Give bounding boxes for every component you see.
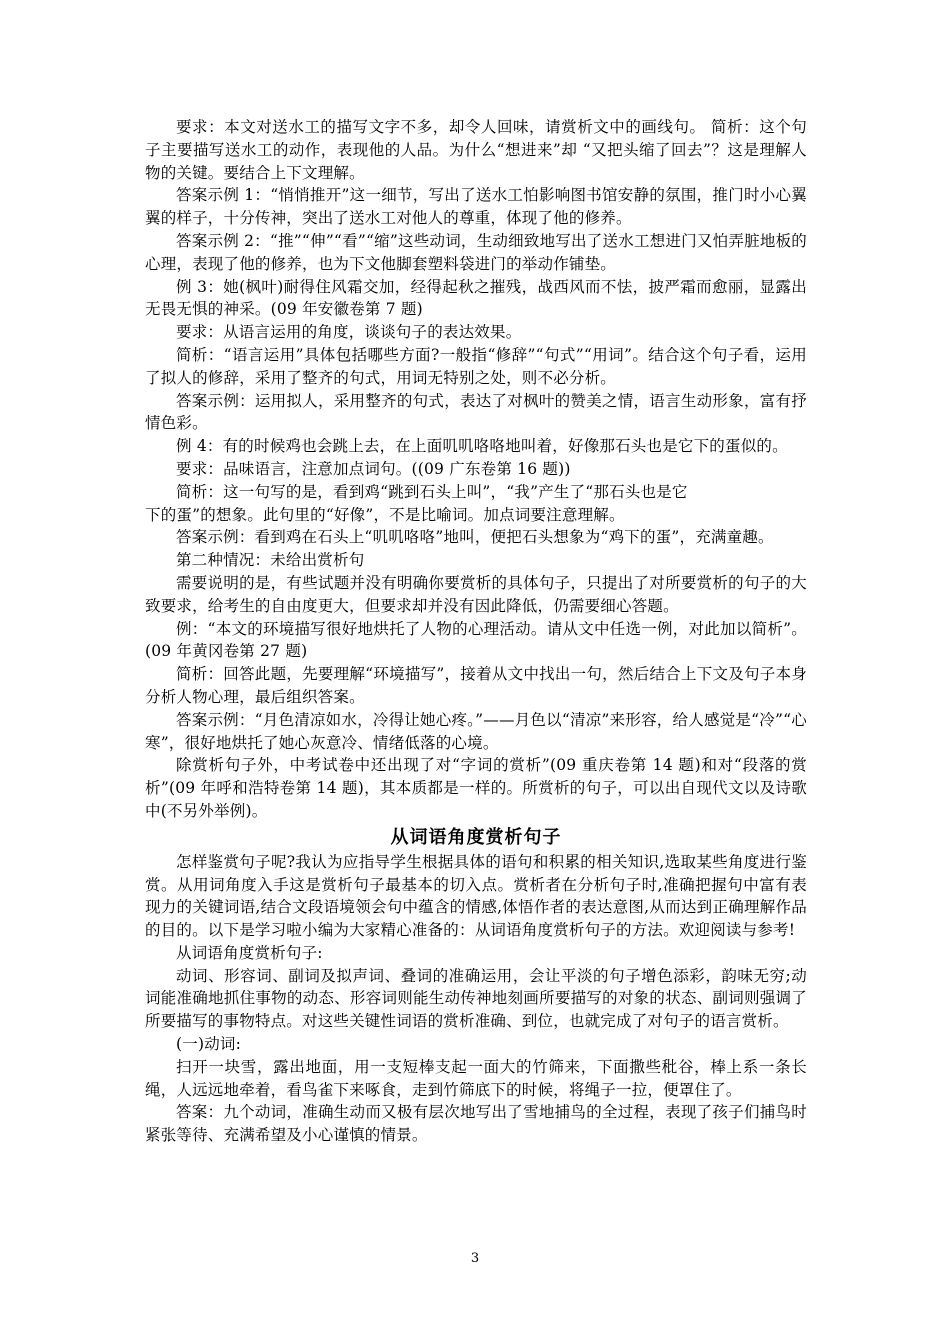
paragraph: 简析：“语言运用”具体包括哪些方面?一般指“修辞”“句式”“用词”。结合这个句子看，运用了拟人的修辞，采用了整齐的句式，用词无特别之处，则不必分析。 xyxy=(145,345,807,387)
paragraph-continuation: 下的蛋”的想象。此句里的“好像”，不是比喻词。加点词要注意理解。 xyxy=(145,505,625,524)
paragraph: 要求：从语言运用的角度，谈谈句子的表达效果。 xyxy=(176,323,522,342)
paragraph: 除赏析句子外，中考试卷中还出现了对“字词的赏析”(09 重庆卷第 14 题)和对“段落的赏析”(09 年呼和浩特卷第 14 题)，其本质都是一样的。所赏析的句子，可以出自现代文以及诗歌中(不另外举例)。 xyxy=(145,756,807,820)
paragraph: 从词语角度赏析句子: xyxy=(176,943,323,962)
paragraph: 答案示例 2：“推”“伸”“看”“缩”这些动词，生动细致地写出了送水工想进门又怕弄脏地板的心理，表现了他的修养，也为下文他脚套塑料袋进门的举动作铺垫。 xyxy=(145,231,807,273)
paragraph: 答案示例：运用拟人，采用整齐的句式，表达了对枫叶的赞美之情，语言生动形象，富有抒情色彩。 xyxy=(145,391,807,433)
paragraph: 答案示例：“月色清凉如水，冷得让她心疼。”——月色以“清凉”来形容，给人感觉是“冷”“心寒”，很好地烘托了她心灰意冷、情绪低落的心境。 xyxy=(145,710,807,752)
paragraph: 要求：品味语言，注意加点词句。((09 广东卷第 16 题)) xyxy=(176,459,571,478)
paragraph: 需要说明的是，有些试题并没有明确你要赏析的具体句子，只提出了对所要赏析的句子的大致要求，给考生的自由度更大，但要求却并没有因此降低，仍需要细心答题。 xyxy=(145,573,807,615)
paragraph: (一)动词: xyxy=(176,1035,242,1054)
paragraph: 答案示例：看到鸡在石头上“叽叽咯咯”地叫，便把石头想象为“鸡下的蛋”，充满童趣。 xyxy=(176,528,774,547)
page-number: 3 xyxy=(470,1251,480,1266)
paragraph: 扫开一块雪，露出地面，用一支短棒支起一面大的竹筛来，下面撒些秕谷，棒上系一条长绳，人远远地牵着，看鸟雀下来啄食，走到竹筛底下的时候，将绳子一拉，便罩住了。 xyxy=(145,1057,807,1099)
paragraph: 例 3：她(枫叶)耐得住风霜交加，经得起秋之摧残，战西风而不怯，披严霜而愈丽，显露出无畏无惧的神采。(09 年安徽卷第 7 题) xyxy=(145,277,807,319)
paragraph: 简析：这一句写的是，看到鸡“跳到石头上叫”，“我”产生了“那石头也是它 xyxy=(176,482,688,501)
paragraph: 要求：本文对送水工的描写文字不多，却令人回味，请赏析文中的画线句。 简析：这个句子主要描写送水工的动作，表现他的人品。为什么“想进来”却 “又把头缩了回去”？这是理解人物的关键。要结合上下文理解。 xyxy=(145,118,807,182)
paragraph: 怎样鉴赏句子呢?我认为应指导学生根据具体的语句和积累的相关知识,选取某些角度进行鉴赏。从用词角度入手这是赏析句子最基本的切入点。赏析者在分析句子时,准确把握句中富有表现力的关键词语,结合文段语境领会句中蕴含的情感,体悟作者的表达意图,从而达到正确理解作品的目的。以下是学习啦小编为大家精心准备的：从词语角度赏析句子的方法。欢迎阅读与参考! xyxy=(145,852,807,940)
paragraph: 动词、形容词、副词及拟声词、叠词的准确运用，会让平淡的句子增色添彩，韵味无穷;动词能准确地抓住事物的动态、形容词则能生动传神地刻画所要描写的对象的状态、副词则强调了所要描写的事物特点。对这些关键性词语的赏析准确、到位，也就完成了对句子的语言赏析。 xyxy=(145,966,807,1031)
paragraph: 简析：回答此题，先要理解“环境描写”，接着从文中找出一句，然后结合上下文及句子本身分析人物心理，最后组织答案。 xyxy=(145,665,807,706)
paragraph: 答案：九个动词，准确生动而又极有层次地写出了雪地捕鸟的全过程，表现了孩子们捕鸟时紧张等待、充满希望及小心谨慎的情景。 xyxy=(145,1103,807,1145)
section-title: 从词语角度赏析句子 xyxy=(390,826,562,848)
paragraph: 例：“本文的环境描写很好地烘托了人物的心理活动。请从文中任选一例，对此加以简析”。 (09 年黄冈卷第 27 题) xyxy=(145,619,807,661)
paragraph: 答案示例 1：“悄悄推开”这一细节，写出了送水工怕影响图书馆安静的氛围，推门时小心翼翼的样子，十分传神，突出了送水工对他人的尊重，体现了他的修养。 xyxy=(145,186,807,228)
paragraph: 例 4：有的时候鸡也会跳上去，在上面叽叽咯咯地叫着，好像那石头也是它下的蛋似的。 xyxy=(176,437,788,456)
subheading: 第二种情况：未给出赏析句 xyxy=(176,551,365,570)
document-body xyxy=(145,116,807,1147)
